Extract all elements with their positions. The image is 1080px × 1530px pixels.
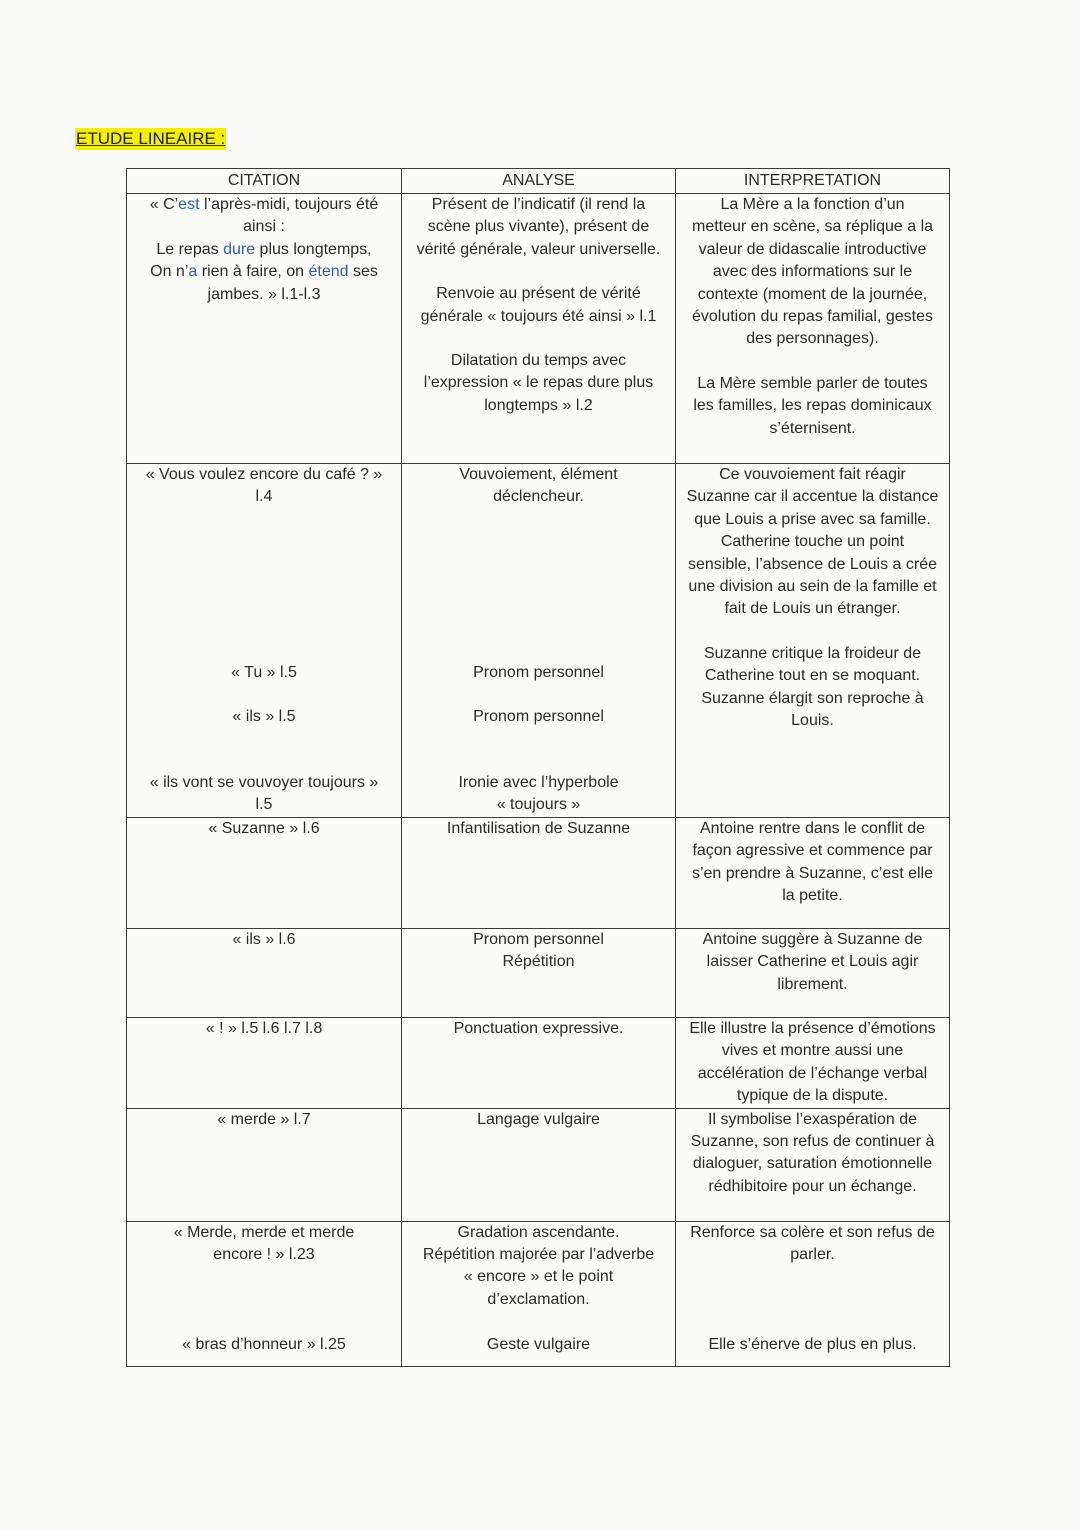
citation-text: « bras d’honneur » l.25 [182,1335,346,1353]
interpretation-cell [676,1108,950,1221]
interpretation-text: Elle illustre la présence d’émotions vives et montre aussi une accélération de l’échange verbal typique de la dispute. [689,1020,936,1105]
citation-text: « merde » l.7 [217,1110,311,1128]
page-title: ETUDE LINEAIRE : [76,129,226,148]
analyse-text: Geste vulgaire [486,1335,591,1353]
citation-text: « ! » l.5 l.6 l.7 l.8 [205,1020,323,1037]
citation-cell [127,194,402,464]
analyse-cell [402,929,676,1018]
analyse-text: Pronom personnel Répétition [473,931,604,971]
analyse-cell [402,194,676,464]
interpretation-text: La Mère a la fonction d’un metteur en scène, sa réplique a la valeur de didascalie introductive avec des informations sur le contexte (moment de la journée, évolution du repas familial, gestes des personnages). [691,196,934,348]
analyse-text: Langage vulgaire [477,1110,600,1128]
interpretation-text: Ce vouvoiement fait réagir Suzanne car il accentue la distance que Louis a prise avec sa famille. Catherine touche un point sensible, l’absence de Louis a crée une division au sein de la famille et fait de Louis un étranger. [686,466,939,618]
citation-text: « Suzanne » l.6 [208,820,320,837]
citation-cell [127,1221,402,1366]
interpretation-text: Suzanne critique la froideur de Catherine tout en se moquant. Suzanne élargit son reproche à Louis. [701,644,924,730]
citation-text: « ils vont se vouvoyer toujours » l.5 [149,774,379,814]
table-header-row [127,169,950,194]
analyse-text: Ironie avec l’hyperbole « toujours » [458,774,619,814]
citation-cell [127,929,402,1018]
interpretation-text: Il symbolise l’exaspération de Suzanne, son refus de continuer à dialoguer, saturation émotionnelle rédhibitoire pour un échange. [690,1110,935,1195]
analyse-cell [402,818,676,929]
header-citation: CITATION [127,169,402,194]
table-row [127,194,950,464]
table-row [127,1018,950,1109]
citation-cell [127,818,402,929]
analyse-cell [402,1018,676,1109]
analyse-text: Pronom personnel [473,708,604,725]
analysis-table [126,168,950,1367]
table-row [127,929,950,1018]
analyse-text: Renvoie au présent de vérité générale « toujours été ainsi » l.1 [420,285,657,325]
citation-text: « Vous voulez encore du café ? » l.4 [145,466,383,506]
interpretation-text: La Mère semble parler de toutes les familles, les repas dominicaux s’éternisent. [693,374,932,437]
interpretation-text: Elle s’énerve de plus en plus. [708,1335,917,1353]
analyse-text: Gradation ascendante. Répétition majorée par l’adverbe « encore » et le point d’exclamation. [422,1223,655,1308]
table-row [127,1108,950,1221]
citation-cell [127,1018,402,1109]
citation-text: « ils » l.5 [232,708,296,725]
citation-text: « Merde, merde et merde encore ! » l.23 [173,1223,355,1264]
citation-text: « Tu » l.5 [231,664,297,681]
analyse-text: Présent de l’indicatif (il rend la scène plus vivante), présent de vérité générale, valeur universelle. [416,196,661,258]
interpretation-text: Antoine suggère à Suzanne de laisser Catherine et Louis agir librement. [702,931,923,993]
citation-text: « ils » l.6 [232,931,296,948]
table-row [127,1221,950,1366]
analyse-cell [402,1221,676,1366]
citation-cell [127,464,402,818]
analyse-cell [402,1108,676,1221]
interpretation-cell [676,1018,950,1109]
analyse-text: Vouvoiement, élément déclencheur. [459,466,618,506]
table-row [127,818,950,929]
citation-cell [127,1108,402,1221]
interpretation-text: Antoine rentre dans le conflit de façon agressive et commence par s’en prendre à Suzanne, c’est elle la petite. [691,820,934,905]
interpretation-cell [676,194,950,464]
interpretation-cell [676,929,950,1018]
interpretation-cell [676,1221,950,1366]
analyse-text: Dilatation du temps avec l’expression « le repas dure plus longtemps » l.2 [423,352,654,414]
header-analyse: ANALYSE [402,169,676,194]
analyse-text: Pronom personnel [473,664,604,681]
analyse-cell [402,464,676,818]
interpretation-cell [676,464,950,818]
interpretation-text: Renforce sa colère et son refus de parler. [690,1223,935,1264]
analyse-text: Ponctuation expressive. [453,1020,624,1037]
header-interpretation: INTERPRETATION [676,169,950,194]
interpretation-cell [676,818,950,929]
table-row [127,464,950,818]
analyse-text: Infantilisation de Suzanne [446,820,631,837]
citation-text: « C’est l’après-midi, toujours été ainsi : Le repas dure plus longtemps, On n’a rien à faire, on étend ses jambes. » l.1-l.3 [149,196,379,303]
